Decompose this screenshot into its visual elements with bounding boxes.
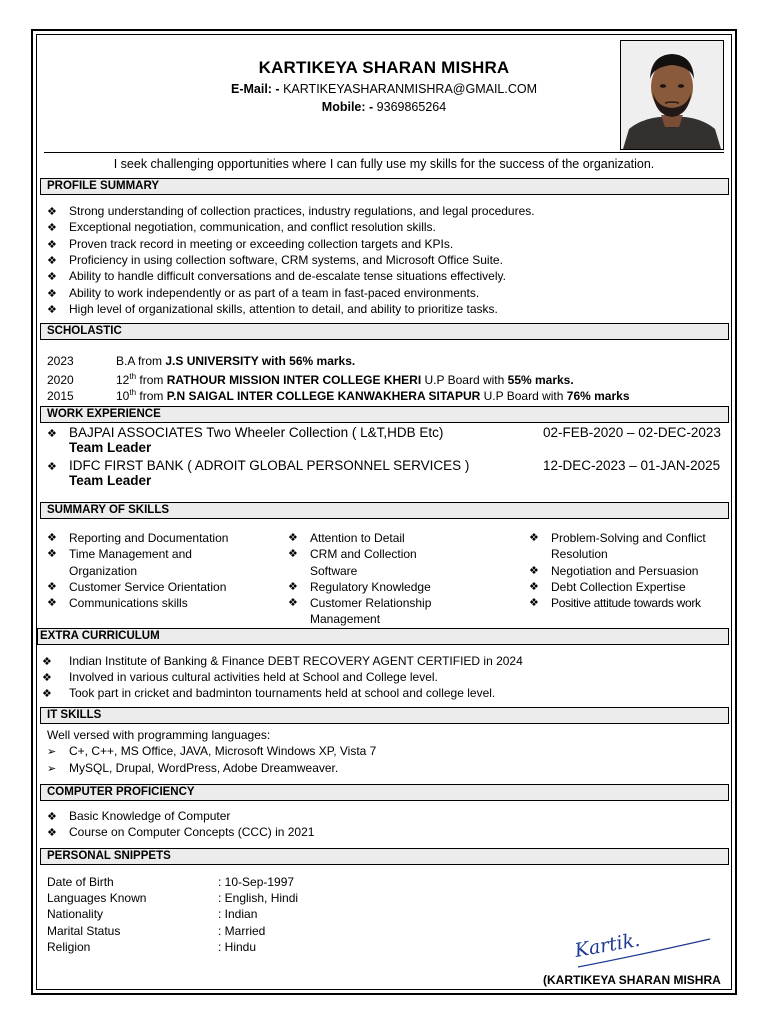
skills-column-2	[288, 530, 463, 628]
diamond-bullet-icon: ❖	[47, 548, 57, 561]
value-marital-status: : Married	[218, 923, 266, 938]
diamond-bullet-icon: ❖	[47, 271, 57, 283]
diamond-bullet-icon: ❖	[288, 548, 298, 561]
education-marks: 76%	[566, 389, 591, 403]
it-skill-item: ➢ MySQL, Drupal, WordPress, Adobe Dreamweaver.	[47, 761, 339, 775]
job-role: Team Leader	[69, 440, 152, 455]
section-scholastic: SCHOLASTIC	[40, 323, 729, 340]
job-dates: 12-DEC-2023 – 01-JAN-2025	[543, 458, 721, 473]
portrait-icon	[621, 41, 723, 149]
mobile-value[interactable]: 9369865264	[376, 100, 447, 114]
diamond-bullet-icon: ❖	[47, 288, 57, 300]
education-institution: J.S UNIVERSITY	[165, 354, 259, 368]
skill-item: ❖ Time Management and Organization	[47, 547, 192, 578]
profile-item: ❖ Proficiency in using collection software, CRM systems, and Microsoft Office Suite.	[47, 253, 503, 267]
arrow-bullet-icon: ➢	[47, 746, 57, 758]
section-it-skills: IT SKILLS	[40, 707, 729, 724]
value-languages: : English, Hindi	[218, 891, 299, 906]
diamond-bullet-icon: ❖	[47, 580, 57, 593]
profile-item: ❖ Proven track record in meeting or exceeding collection targets and KPIs.	[47, 237, 454, 251]
it-skill-item: ➢ C+, C++, MS Office, JAVA, Microsoft Windows XP, Vista 7	[47, 744, 377, 758]
section-computer-proficiency: COMPUTER PROFICIENCY	[40, 784, 729, 801]
extra-item: ❖ Indian Institute of Banking & Finance DEBT RECOVERY AGENT CERTIFIED in 2024	[42, 654, 523, 668]
diamond-bullet-icon: ❖	[288, 580, 298, 593]
email-value[interactable]: KARTIKEYASHARANMISHRA@GMAIL.COM	[283, 82, 538, 96]
education-year: 2023	[47, 354, 74, 368]
value-dob: : 10-Sep-1997	[218, 875, 295, 889]
diamond-bullet-icon: ❖	[47, 206, 57, 218]
label-dob: Date of Birth	[47, 875, 114, 889]
diamond-bullet-icon: ❖	[47, 428, 57, 440]
signature-handwriting: Kartik.	[573, 928, 642, 962]
skill-item: ❖ Reporting and Documentation	[47, 531, 229, 545]
skill-item: ❖ Problem-Solving and Conflict Resolution	[529, 531, 706, 562]
mobile-label: Mobile: -	[321, 100, 374, 114]
skill-item: ❖ Customer Service Orientation	[47, 579, 227, 594]
label-nationality: Nationality	[47, 907, 104, 922]
personal-labels	[47, 874, 146, 955]
extra-item: ❖ Involved in various cultural activities held at School and College level.	[42, 670, 438, 684]
diamond-bullet-icon: ❖	[42, 688, 52, 700]
diamond-bullet-icon: ❖	[47, 461, 57, 473]
diamond-bullet-icon: ❖	[288, 597, 298, 610]
skill-item: ❖ Debt Collection Expertise	[529, 579, 686, 594]
education-row: 2023 B.A from J.S UNIVERSITY with 56% marks.	[47, 354, 356, 368]
job-role: Team Leader	[69, 473, 152, 488]
education-row: 2020 12th from RATHOUR MISSION INTER COLLEGE KHERI U.P Board with 55% marks.	[47, 372, 574, 387]
section-extra-curriculum: EXTRA CURRICULUM	[37, 628, 729, 645]
skill-item: ❖ Regulatory Knowledge	[288, 579, 431, 594]
skill-item: ❖ CRM and Collection Software	[288, 547, 417, 578]
diamond-bullet-icon: ❖	[288, 532, 298, 544]
diamond-bullet-icon: ❖	[47, 811, 57, 823]
education-year: 2020	[47, 373, 74, 387]
diamond-bullet-icon: ❖	[47, 255, 57, 267]
skill-item: ❖ Negotiation and Persuasion	[529, 563, 699, 578]
skills-column-3	[529, 530, 729, 611]
extra-item: ❖ Took part in cricket and badminton tournaments held at school and college level.	[42, 686, 496, 700]
education-marks: 55% marks.	[507, 373, 574, 387]
skill-item: ❖ Attention to Detail	[288, 531, 405, 545]
skills-column-1	[47, 530, 257, 611]
diamond-bullet-icon: ❖	[47, 222, 57, 234]
skill-item: ❖ Communications skills	[47, 596, 188, 611]
label-marital-status: Marital Status	[47, 923, 121, 938]
job-company: ❖ IDFC FIRST BANK ( ADROIT GLOBAL PERSONNEL SERVICES )	[47, 458, 470, 473]
diamond-bullet-icon: ❖	[529, 597, 539, 610]
diamond-bullet-icon: ❖	[529, 580, 539, 593]
diamond-bullet-icon: ❖	[47, 597, 57, 610]
diamond-bullet-icon: ❖	[47, 304, 57, 316]
job-company: ❖ BAJPAI ASSOCIATES Two Wheeler Collection ( L&T,HDB Etc)	[47, 425, 444, 440]
profile-item: ❖ Ability to work independently or as part of a team in fast-paced environments.	[47, 286, 480, 300]
career-objective: I seek challenging opportunities where I can fully use my skills for the success of the organization.	[113, 157, 655, 171]
profile-item: ❖ Exceptional negotiation, communication, and conflict resolution skills.	[47, 220, 436, 234]
profile-item: ❖ Strong understanding of collection practices, industry regulations, and legal procedures.	[47, 204, 535, 218]
diamond-bullet-icon: ❖	[529, 564, 539, 577]
diamond-bullet-icon: ❖	[47, 239, 57, 251]
candidate-name: KARTIKEYA SHARAN MISHRA	[258, 58, 510, 77]
signature-name: (KARTIKEYA SHARAN MISHRA	[543, 973, 721, 987]
section-personal-snippets: PERSONAL SNIPPETS	[40, 848, 729, 865]
label-religion: Religion	[47, 939, 91, 954]
diamond-bullet-icon: ❖	[529, 532, 539, 544]
section-skills: SUMMARY OF SKILLS	[40, 502, 729, 519]
section-work-experience: WORK EXPERIENCE	[40, 406, 729, 423]
arrow-bullet-icon: ➢	[47, 763, 57, 775]
profile-item: ❖ Ability to handle difficult conversations and de-escalate tense situations effectively.	[47, 269, 506, 283]
signature-icon	[570, 925, 720, 970]
profile-photo	[620, 40, 724, 150]
skill-item: ❖ Customer Relationship Management	[288, 596, 432, 627]
skill-item: ❖ Positive attitude towards work	[529, 596, 701, 611]
diamond-bullet-icon: ❖	[42, 672, 52, 684]
value-nationality: : Indian	[218, 907, 258, 922]
email-label: E-Mail: -	[230, 82, 280, 96]
value-religion: : Hindu	[218, 939, 257, 954]
section-profile-summary: PROFILE SUMMARY	[40, 178, 729, 195]
header-divider	[44, 152, 724, 153]
education-institution: P.N SAIGAL INTER COLLEGE KANWAKHERA SITAPUR	[166, 389, 481, 403]
education-year: 2015	[47, 389, 74, 403]
it-skills-intro: Well versed with programming languages:	[47, 728, 271, 742]
education-row: 2015 10th from P.N SAIGAL INTER COLLEGE KANWAKHERA SITAPUR U.P Board with 76% marks	[47, 388, 630, 403]
diamond-bullet-icon: ❖	[47, 532, 57, 544]
label-languages: Languages Known	[47, 891, 147, 906]
proficiency-item: ❖ Course on Computer Concepts (CCC) in 2021	[47, 825, 315, 839]
education-institution: RATHOUR MISSION INTER COLLEGE KHERI	[166, 373, 422, 387]
profile-item: ❖ High level of organizational skills, attention to detail, and ability to prioritize tasks.	[47, 302, 498, 316]
diamond-bullet-icon: ❖	[42, 656, 52, 668]
education-marks: 56% marks.	[289, 354, 356, 368]
diamond-bullet-icon: ❖	[47, 827, 57, 839]
proficiency-item: ❖ Basic Knowledge of Computer	[47, 809, 231, 823]
personal-values	[218, 874, 298, 955]
job-dates: 02-FEB-2020 – 02-DEC-2023	[543, 425, 721, 440]
